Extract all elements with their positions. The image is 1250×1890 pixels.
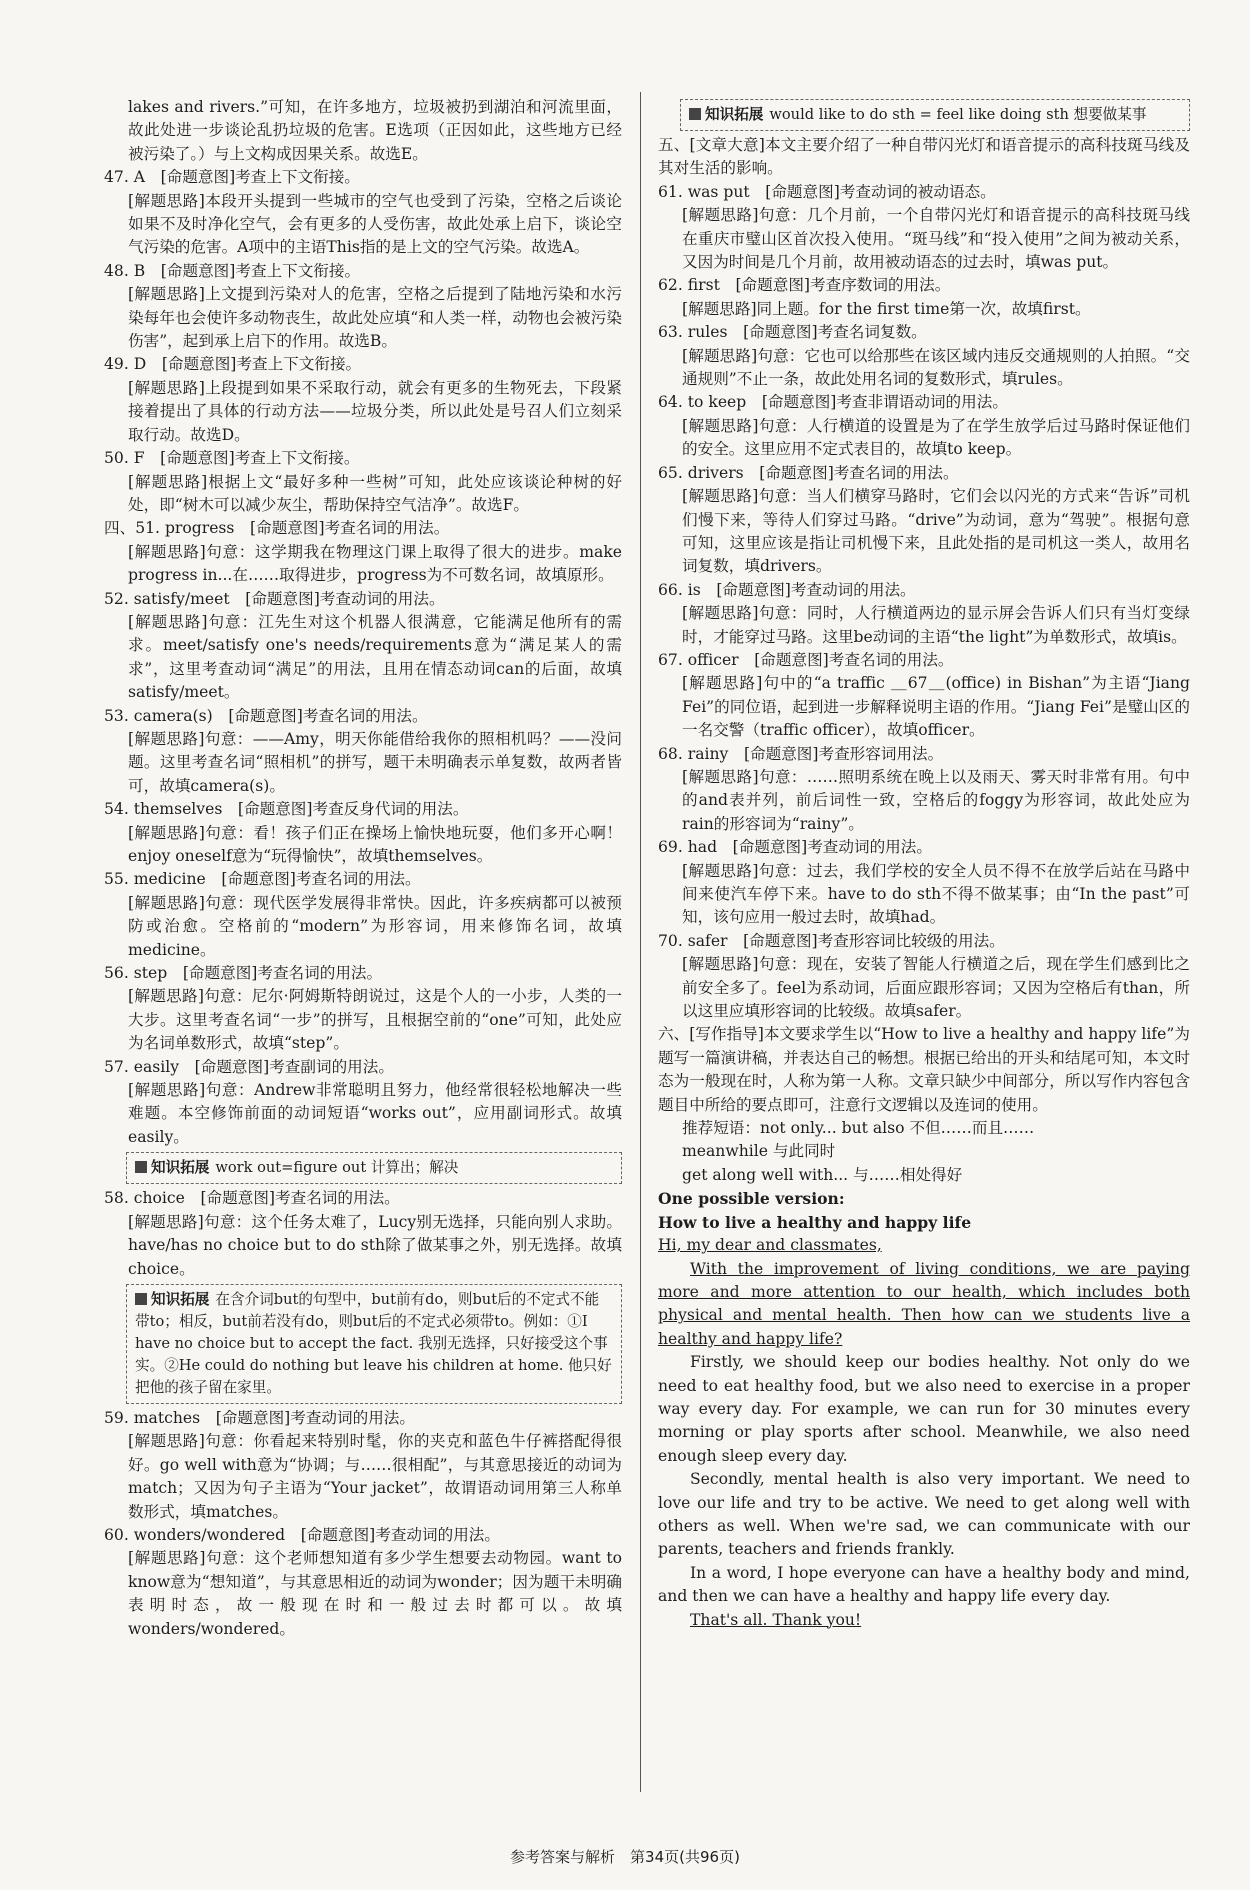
essay-title: How to live a healthy and happy life — [658, 1212, 972, 1232]
answer-head: 61. was put [命题意图]考查动词的被动语态。 — [658, 182, 996, 201]
answer-head: 70. safer [命题意图]考查形容词比较级的用法。 — [658, 931, 1005, 950]
phrase-item: get along well with... 与……相处得好 — [682, 1165, 963, 1184]
section-six-guidance: 六、[写作指导]本文要求学生以“How to live a healthy and happy life”为题写一篇演讲稿，并表达自己的畅想。根据已给出的开头和结尾可知，本文时态为一般现在时，人称为第一人称。文章只缺少中间部分，所以写作内容包含题目中所给的要点即可，注意行文逻辑以及连词的使用。 — [658, 1025, 1190, 1114]
answer-item — [104, 517, 622, 587]
answer-head: 49. D [命题意图]考查上下文衔接。 — [104, 355, 362, 374]
answer-item — [104, 1187, 622, 1281]
answer-head: 54. themselves [命题意图]考查反身代词的用法。 — [104, 800, 469, 819]
answer-head: 63. rules [命题意图]考查名词复数。 — [658, 323, 927, 342]
answer-item — [104, 1056, 622, 1150]
answer-head: 64. to keep [命题意图]考查非谓语动词的用法。 — [658, 393, 1008, 412]
intro-paragraph: lakes and rivers.”可知，在许多地方，垃圾被扔到湖泊和河流里面，故此处进一步谈论乱扔垃圾的危害。E选项（正因如此，这些地方已经被污染了。）与上文构成因果关系。故选E。 — [128, 98, 622, 163]
answer-item — [104, 962, 622, 1056]
answer-body: [解题思路]句意：它也可以给那些在该区域内违反交通规则的人拍照。“交通规则”不止一条，故此处用名词的复数形式，填rules。 — [682, 346, 1190, 389]
answer-item — [658, 462, 1190, 579]
page-footer: 参考答案与解析 第34页(共96页) — [510, 1848, 740, 1866]
knowledge-title: 知识拓展 — [151, 1290, 210, 1308]
knowledge-box — [680, 99, 1190, 131]
answer-item — [104, 1407, 622, 1524]
answer-head: 68. rainy [命题意图]考查形容词用法。 — [658, 744, 944, 763]
answer-item — [658, 836, 1190, 930]
answer-body: [解题思路]句意：人行横道的设置是为了在学生放学后过马路时保证他们的安全。这里应用不定式表目的，故填to keep。 — [682, 416, 1190, 459]
answer-body: [解题思路]上文提到污染对人的危害，空格之后提到了陆地污染和水污染每年也会使许多动物丧生，故此处应填“和人类一样，动物也会被污染伤害”，起到承上启下的作用。故选B。 — [128, 285, 622, 351]
answer-head: 66. is [命题意图]考查动词的用法。 — [658, 580, 916, 599]
answer-item — [104, 353, 622, 447]
answer-head: 57. easily [命题意图]考查副词的用法。 — [104, 1057, 394, 1076]
essay-paragraph: Firstly, we should keep our bodies healthy. Not only do we need to eat healthy food, but we also need to exercise in a proper way every day. For example, we can run for 30 minutes every morning or play sports after school. Meanwhile, we also need enough sleep every day. — [658, 1353, 1190, 1465]
model-essay — [658, 1211, 1190, 1632]
answer-body: [解题思路]句意：看！孩子们正在操场上愉快地玩耍，他们多开心啊！enjoy oneself意为“玩得愉快”，故填themselves。 — [128, 823, 622, 865]
answer-head: 65. drivers [命题意图]考查名词的用法。 — [658, 463, 959, 482]
answer-body: [解题思路]句意：过去，我们学校的安全人员不得不在放学后站在马路中间来使汽车停下来。have to do sth不得不做某事；由“In the past”可知，该句应用一般过去时，故填had。 — [682, 861, 1190, 927]
answer-head: 58. choice [命题意图]考查名词的用法。 — [104, 1189, 400, 1208]
answer-item — [104, 1524, 622, 1641]
knowledge-text: work out=figure out 计算出；解决 — [215, 1159, 459, 1177]
answer-body: [解题思路]本段开头提到一些城市的空气也受到了污染，空格之后谈论如果不及时净化空气，会有更多的人受伤害，故此处承上启下，谈论空气污染的危害。A项中的主语This指的是上文的空气污染。故选A。 — [128, 191, 622, 257]
answer-body: [解题思路]句中的“a traffic ＿67＿(office) in Bishan”为主语“Jiang Fei”的同位语，起到进一步解释说明主语的作用。“Jiang Fei”是璧山区的一名交警（traffic officer），故填officer。 — [682, 674, 1190, 740]
answer-item — [104, 798, 622, 868]
answer-body: [解题思路]句意：Andrew非常聪明且努力，他经常很轻松地解决一些难题。本空修饰前面的动词短语“works out”，应用副词形式。故填easily。 — [128, 1081, 622, 1146]
answer-body: [解题思路]句意：……照明系统在晚上以及雨天、雾天时非常有用。句中的and表并列，前后词性一致，空格后的foggy为形容词，故此处应为rain的形容词为“rainy”。 — [682, 767, 1190, 833]
answer-item — [658, 743, 1190, 837]
answer-item — [658, 649, 1190, 743]
answer-body: [解题思路]同上题。for the first time第一次，故填first。 — [682, 299, 1091, 318]
answer-head: 60. wonders/wondered [命题意图]考查动词的用法。 — [104, 1525, 500, 1544]
knowledge-box — [126, 1284, 622, 1404]
answer-head: 56. step [命题意图]考查名词的用法。 — [104, 964, 383, 983]
knowledge-box — [126, 1152, 622, 1184]
knowledge-text: would like to do sth = feel like doing sth 想要做某事 — [769, 106, 1147, 123]
answer-head: 53. camera(s) [命题意图]考查名词的用法。 — [104, 706, 428, 725]
essay-paragraph: With the improvement of living conditions, we are paying more and more attention to our health, which includes both physical and mental health. Then how can we students live a healthy and happy life? — [658, 1259, 1190, 1348]
right-column — [658, 96, 1190, 1632]
answer-head: 55. medicine [命题意图]考查名词的用法。 — [104, 870, 421, 889]
answer-head: 50. F [命题意图]考查上下文衔接。 — [104, 449, 360, 468]
knowledge-title: 知识拓展 — [705, 106, 764, 123]
section-five-summary: 五、[文章大意]本文主要介绍了一种自带闪光灯和语音提示的高科技斑马线及其对生活的影响。 — [658, 136, 1190, 178]
left-column — [104, 96, 622, 1641]
answer-body: [解题思路]句意：江先生对这个机器人很满意，它能满足他所有的需求。meet/satisfy one's needs/requirements意为“满足某人的需求”，这里考查动词“满足”的用法，且用在情态动词can的后面，故填satisfy/meet。 — [128, 612, 622, 702]
answer-body: [解题思路]句意：——Amy，明天你能借给我你的照相机吗？——没问题。这里考查名词“照相机”的拼写，题干未明确表示单复数，故两者皆可，故填camera(s)。 — [128, 729, 622, 795]
answer-head: 67. officer [命题意图]考查名词的用法。 — [658, 650, 954, 669]
answer-item — [658, 274, 1190, 321]
essay-paragraph: In a word, I hope everyone can have a healthy body and mind, and then we can have a healthy and happy life every day. — [658, 1563, 1190, 1606]
answer-item — [104, 260, 622, 354]
column-divider — [640, 92, 641, 1792]
essay-greeting: Hi, my dear and classmates, — [658, 1236, 882, 1255]
answer-body: [解题思路]句意：同时，人行横道两边的显示屏会告诉人们只有当灯变绿时，才能穿过马路。这里be动词的主语“the light”为单数形式，故填is。 — [682, 604, 1190, 646]
answer-item — [104, 166, 622, 260]
answer-body: [解题思路]句意：你看起来特别时髦，你的夹克和蓝色牛仔裤搭配得很好。go well with意为“协调；与……很相配”，与其意思接近的动词为match；又因为句子主语为“Your jacket”，故谓语动词用第三人称单数形式，填matches。 — [128, 1432, 622, 1521]
answer-list — [658, 181, 1190, 1024]
answer-item — [104, 588, 622, 705]
answer-head: 52. satisfy/meet [命题意图]考查动词的用法。 — [104, 589, 445, 608]
recommended-phrases: 推荐短语：not only... but also 不但……而且…… — [682, 1119, 1035, 1138]
version-label: One possible version: — [658, 1189, 845, 1209]
answer-item — [104, 447, 622, 517]
answer-item — [658, 321, 1190, 391]
answer-body: [解题思路]句意：现在，安装了智能人行横道之后，现在学生们感到比之前安全多了。feel为系动词，后面应跟形容词；又因为空格后有than，所以这里应填形容词的比较级。故填safer。 — [682, 955, 1190, 1021]
answer-item — [658, 579, 1190, 649]
answer-body: [解题思路]句意：尼尔·阿姆斯特朗说过，这是个人的一小步，人类的一大步。这里考查名词“一步”的拼写，且根据空前的“one”可知，此处应为名词单数形式，故填“step”。 — [128, 987, 622, 1053]
answer-body: [解题思路]上段提到如果不采取行动，就会有更多的生物死去，下段紧接着提出了具体的行动方法——垃圾分类，所以此处是号召人们立刻采取行动。故选D。 — [128, 378, 622, 444]
answer-item — [104, 868, 622, 962]
answer-item — [104, 705, 622, 799]
phrase-item: meanwhile 与此同时 — [682, 1142, 836, 1161]
answer-body: [解题思路]句意：这个任务太难了，Lucy别无选择，只能向别人求助。have/has no choice but to do sth除了做某事之外，别无选择。故填choice。 — [128, 1212, 622, 1278]
answer-body: [解题思路]句意：现代医学发展得非常快。因此，许多疾病都可以被预防或治愈。空格前的“modern”为形容词，用来修饰名词，故填medicine。 — [128, 893, 622, 959]
knowledge-icon — [135, 1293, 147, 1305]
answer-body: [解题思路]句意：当人们横穿马路时，它们会以闪光的方式来“告诉”司机们慢下来，等待人们穿过马路。“drive”为动词，意为“驾驶”。根据句意可知，这里应该是指让司机慢下来，且此处指的是司机这一类人，故用名词复数，填drivers。 — [682, 487, 1190, 576]
knowledge-icon — [689, 108, 701, 120]
answer-head: 62. first [命题意图]考查序数词的用法。 — [658, 276, 951, 295]
answer-item — [658, 930, 1190, 1024]
knowledge-title: 知识拓展 — [151, 1159, 210, 1177]
answer-head: 59. matches [命题意图]考查动词的用法。 — [104, 1408, 415, 1427]
answer-head: 48. B [命题意图]考查上下文衔接。 — [104, 261, 361, 280]
answer-body: [解题思路]根据上文“最好多种一些树”可知，此处应该谈论种树的好处，即“树木可以减少灰尘，帮助保持空气洁净”。故选F。 — [128, 472, 622, 514]
answer-body: [解题思路]句意：这学期我在物理这门课上取得了很大的进步。make progress in...在……取得进步，progress为不可数名词，故填原形。 — [128, 542, 622, 585]
knowledge-text: 在含介词but的句型中，but前有do，则but后的不定式不能带to；相反，but前若没有do，则but后的不定式必须带to。例如：①I have no choice but to accept the fact. 我别无选择，只好接受这个事实。②He could do nothing but leave his children at home. 他只好把他的孩子留在家里。 — [135, 1290, 612, 1396]
essay-closing: That's all. Thank you! — [690, 1610, 862, 1629]
knowledge-icon — [135, 1161, 147, 1173]
answer-item — [658, 391, 1190, 461]
answer-body: [解题思路]句意：这个老师想知道有多少学生想要去动物园。want to know意为“想知道”，与其意思相近的动词为wonder；因为题干未明确表明时态，故一般现在时和一般过去时都可以。故填wonders/wondered。 — [128, 1549, 622, 1638]
essay-paragraph: Secondly, mental health is also very important. We need to love our life and try to be active. We need to get along well with others as well. When we're sad, we can communicate with our parents, teachers and friends frankly. — [658, 1470, 1190, 1559]
answer-body: [解题思路]句意：几个月前，一个自带闪光灯和语音提示的高科技斑马线在重庆市璧山区首次投入使用。“斑马线”和“投入使用”之间为被动关系，又因为时间是几个月前，故用被动语态的过去时，填was put。 — [682, 206, 1190, 272]
answer-head: 69. had [命题意图]考查动词的用法。 — [658, 838, 932, 857]
answer-list — [104, 166, 622, 1149]
answer-item — [658, 181, 1190, 275]
answer-head: 四、51. progress [命题意图]考查名词的用法。 — [104, 519, 450, 538]
answer-head: 47. A [命题意图]考查上下文衔接。 — [104, 168, 360, 187]
